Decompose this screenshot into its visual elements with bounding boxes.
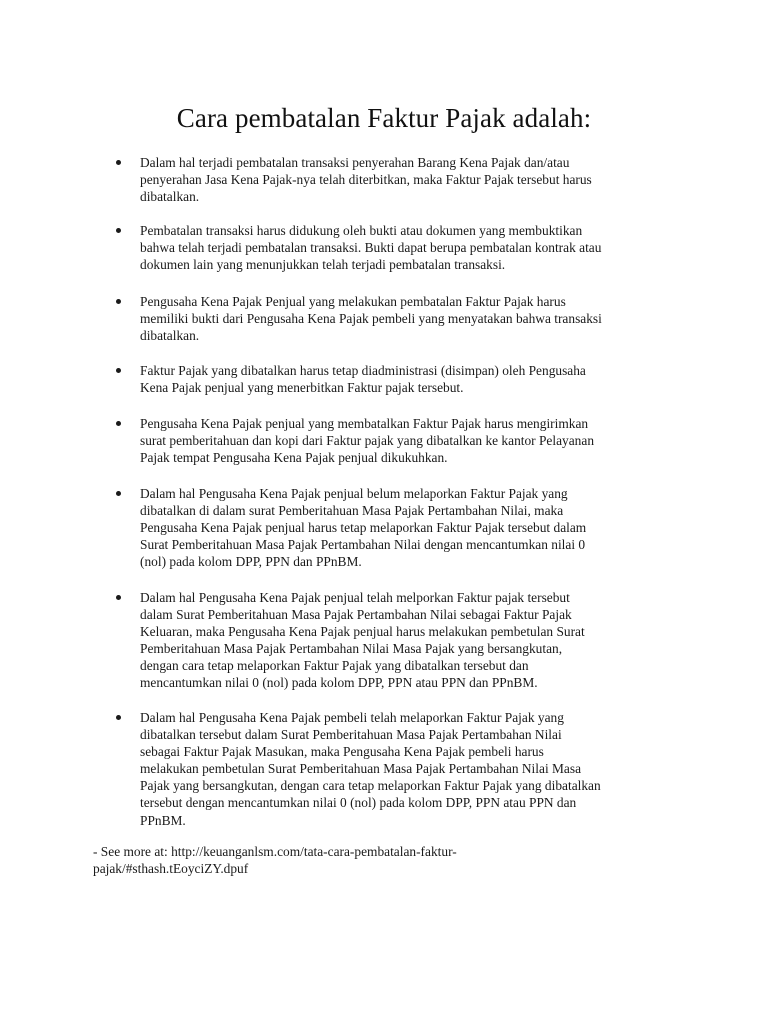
bullet-icon <box>116 491 121 496</box>
list-item-text: Pembatalan transaksi harus didukung oleh bukti atau dokumen yang membuktikan bahwa telah terjadi pembatalan transaksi. Bukti dapat berupa pembatalan kontrak atau dokumen lain yang menunjukkan telah terjadi pembatalan transaksi. <box>140 223 602 273</box>
bullet-icon <box>116 160 121 165</box>
bullet-icon <box>116 299 121 304</box>
list-item-text: Dalam hal terjadi pembatalan transaksi penyerahan Barang Kena Pajak dan/atau penyerahan Jasa Kena Pajak-nya telah diterbitkan, maka Faktur Pajak tersebut harus dibatalkan. <box>140 155 592 205</box>
bullet-icon <box>116 228 121 233</box>
see-more-link-text: - See more at: http://keuanganlsm.com/tata-cara-pembatalan-faktur- pajak/#sthash.tEoyciZY.dpuf <box>93 844 457 877</box>
bullet-icon <box>116 368 121 373</box>
bullet-icon <box>116 715 121 720</box>
bullet-icon <box>116 595 121 600</box>
list-item-text: Dalam hal Pengusaha Kena Pajak penjual belum melaporkan Faktur Pajak yang dibatalkan di dalam surat Pemberitahuan Masa Pajak Pertambahan Nilai, maka Pengusaha Kena Pajak penjual harus tetap melaporkan Faktur Pajak tersebut dalam Surat Pemberitahuan Masa Pajak Pertambahan Nilai dengan mencantumkan nilai 0 (nol) pada kolom DPP, PPN dan PPnBM. <box>140 486 587 570</box>
list-item-text: Pengusaha Kena Pajak penjual yang membatalkan Faktur Pajak harus mengirimkan surat pemberitahuan dan kopi dari Faktur pajak yang dibatalkan ke kantor Pelayanan Pajak tempat Pengusaha Kena Pajak penjual dikukuhkan. <box>140 416 595 466</box>
list-item-text: Pengusaha Kena Pajak Penjual yang melakukan pembatalan Faktur Pajak harus memiliki bukti dari Pengusaha Kena Pajak pembeli yang menyatakan bahwa transaksi dibatalkan. <box>140 294 602 344</box>
list-item-text: Faktur Pajak yang dibatalkan harus tetap diadministrasi (disimpan) oleh Pengusaha Kena Pajak penjual yang menerbitkan Faktur pajak tersebut. <box>140 363 586 396</box>
bullet-icon <box>116 421 121 426</box>
list-item-text: Dalam hal Pengusaha Kena Pajak pembeli telah melaporkan Faktur Pajak yang dibatalkan tersebut dalam Surat Pemberitahuan Masa Pajak Pertambahan Nilai sebagai Faktur Pajak Masukan, maka Pengusaha Kena Pajak pembeli harus melakukan pembetulan Surat Pemberitahuan Masa Pajak Pertambahan Nilai Masa Pajak yang bersangkutan, dengan cara tetap melaporkan Faktur Pajak yang dibatalkan tersebut dengan mencantumkan nilai 0 (nol) pada kolom DPP, PPN atau PPN dan PPnBM. <box>140 710 601 828</box>
list-item-text: Dalam hal Pengusaha Kena Pajak penjual telah melporkan Faktur pajak tersebut dalam Surat Pemberitahuan Masa Pajak Pertambahan Nilai sebagai Faktur Pajak Keluaran, maka Pengusaha Kena Pajak penjual harus melakukan pembetulan Surat Pemberitahuan Masa Pajak Pertambahan Nilai Masa Pajak yang bersangkutan, dengan cara tetap melaporkan Faktur Pajak yang dibatalkan tersebut dan mencantumkan nilai 0 (nol) pada kolom DPP, PPN atau PPN dan PPnBM. <box>140 590 585 691</box>
page-title: Cara pembatalan Faktur Pajak adalah: <box>176 103 592 133</box>
